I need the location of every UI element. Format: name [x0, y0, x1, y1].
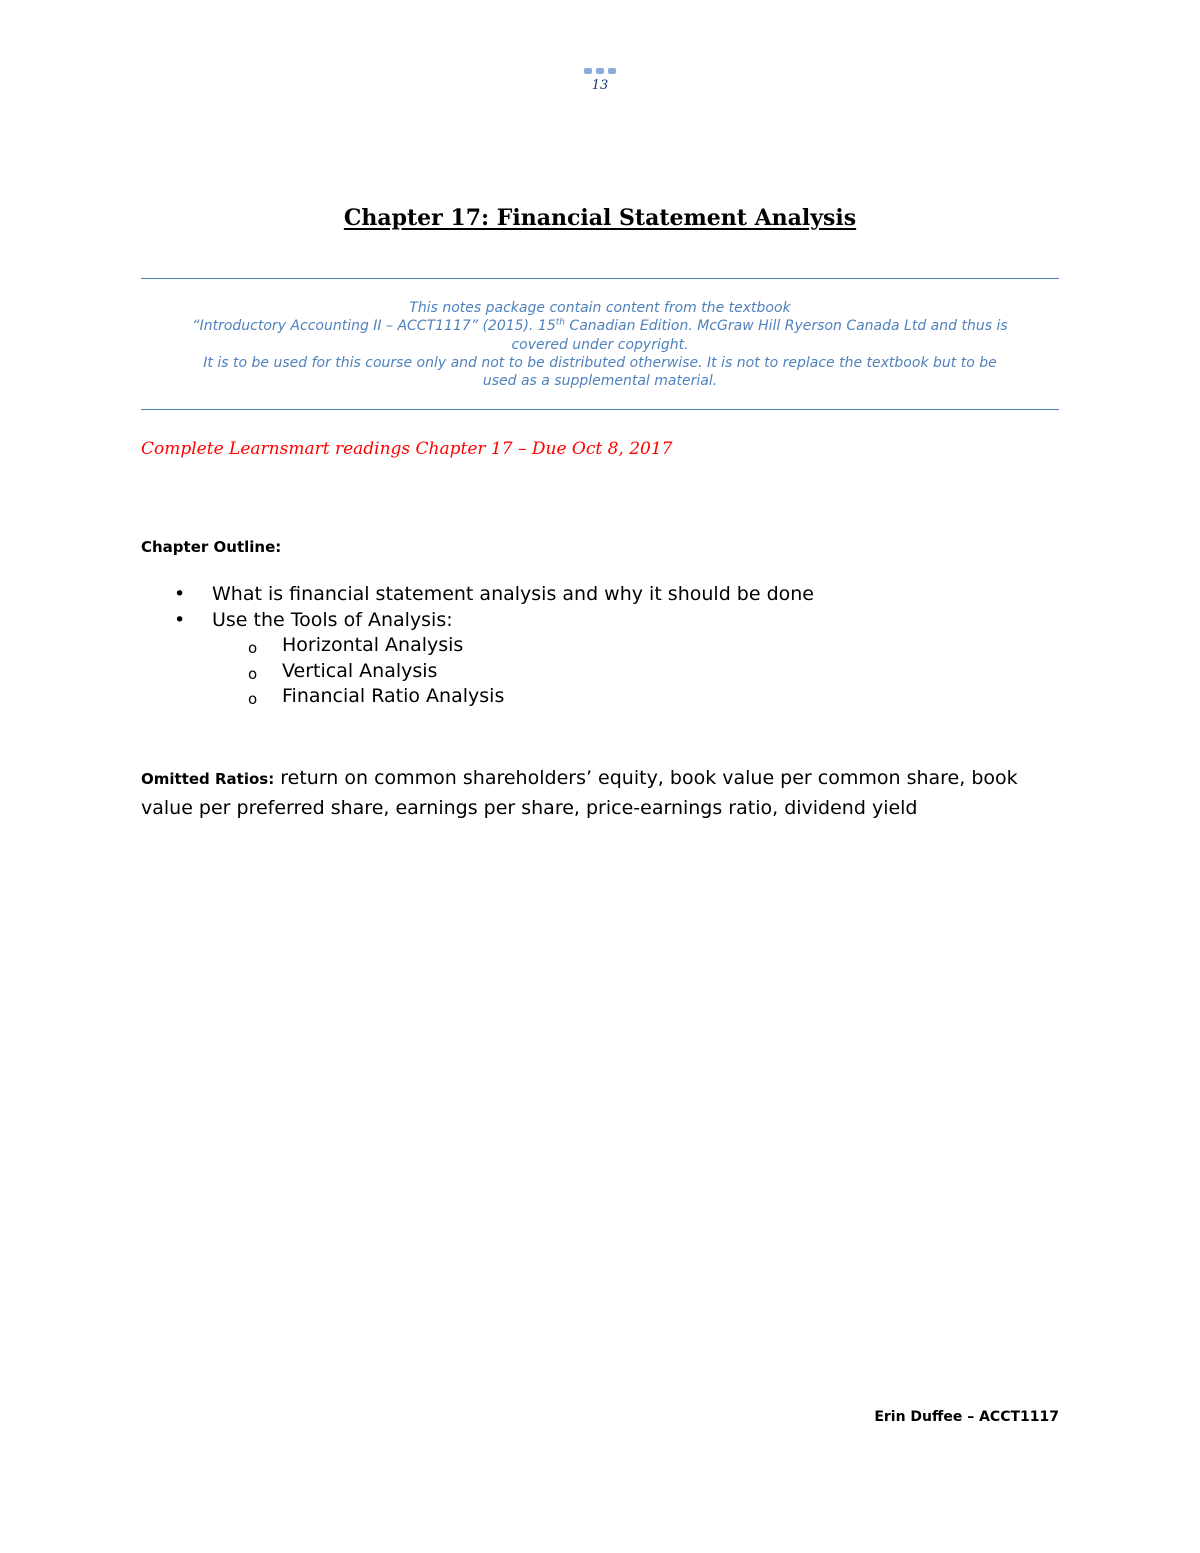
notice-line-4: It is to be used for this course only and not to be distributed otherwise. It is not to replace the textbook but to be [203, 354, 997, 371]
sub-list-item: o Horizontal Analysis [141, 633, 814, 659]
omitted-ratios-text: return on common shareholders’ equity, book value per common share, book value per preferred share, earnings per share, price-earnings ratio, dividend yield [141, 767, 1018, 819]
page-number: 13 [591, 78, 609, 93]
notice-line-1: This notes package contain content from the textbook [409, 300, 791, 316]
due-date-reminder: Complete Learnsmart readings Chapter 17 – Due Oct 8, 2017 [141, 439, 673, 459]
sub-bullet-icon: o [248, 664, 258, 683]
notice-line-3: covered under copyright. [511, 336, 689, 353]
sub-bullet-icon: o [248, 690, 258, 708]
notice-line-2: “Introductory Accounting II – ACCT1117” (2015). 15th Canadian Edition. McGraw Hill Ryerson Canada Ltd and thus is [192, 317, 1008, 335]
sub-list-item: o Financial Ratio Analysis [141, 684, 814, 710]
copyright-notice [141, 299, 1059, 390]
omitted-ratios [141, 764, 1021, 822]
list-item: • What is financial statement analysis and why it should be done [141, 582, 814, 608]
chapter-title: Chapter 17: Financial Statement Analysis [343, 205, 857, 231]
notice-bottom-rule [141, 409, 1059, 410]
header-dots-icon [0, 68, 1200, 76]
sub-list-item: o Vertical Analysis [141, 659, 814, 685]
sub-bullet-icon: o [248, 639, 258, 657]
omitted-ratios-label: Omitted Ratios: [141, 770, 275, 788]
notice-line-5: used as a supplemental material. [482, 373, 718, 390]
outline-heading: Chapter Outline: [141, 538, 282, 556]
bullet-icon: • [174, 583, 186, 605]
outline-list [141, 582, 814, 710]
page-header [0, 68, 1200, 94]
bullet-icon: • [174, 608, 186, 631]
notice-top-rule [141, 278, 1059, 279]
list-item: • Use the Tools of Analysis: [141, 608, 814, 634]
footer-author: Erin Duffee – ACCT1117 [874, 1409, 1059, 1425]
